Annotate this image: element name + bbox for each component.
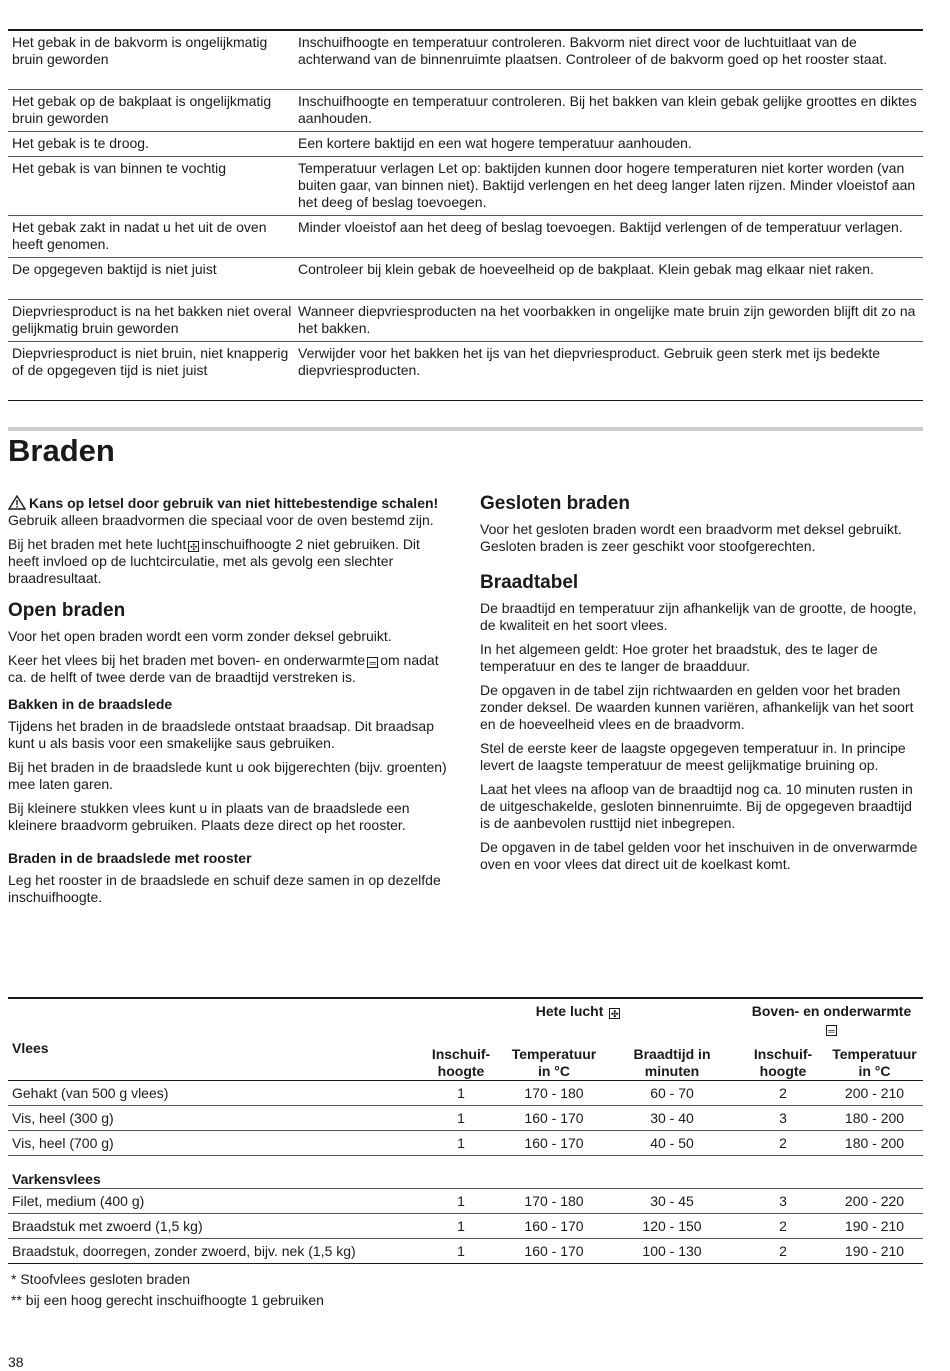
group-top-bottom bbox=[740, 998, 923, 1037]
braadtabel-p6: De opgaven in de tabel gelden voor het inschuiven in de onverwarmde oven en voor vlees dat direct uit de koelkast komt. bbox=[480, 839, 918, 872]
table-row bbox=[8, 1189, 923, 1214]
table-row bbox=[8, 1239, 923, 1264]
solution-cell: Inschuifhoogte en temperatuur controleren. Bij het bakken van klein gebak gelijke groottes en diktes aanhouden. bbox=[298, 93, 917, 126]
level-cell-2: 2 bbox=[740, 1131, 826, 1156]
problem-cell: Het gebak is te droog. bbox=[12, 135, 149, 151]
temp-cell: 160 - 170 bbox=[504, 1106, 604, 1131]
top-bottom-heat-icon: ═ bbox=[367, 657, 378, 668]
top-bottom-heat-icon: ═ bbox=[826, 1025, 837, 1036]
problem-cell: Het gebak zakt in nadat u het uit de oven heeft genomen. bbox=[12, 219, 267, 252]
open-braden-heading: Open braden bbox=[8, 600, 126, 621]
warning-icon bbox=[8, 495, 26, 510]
temp-cell-2: 190 - 210 bbox=[826, 1239, 923, 1264]
level-cell: 1 bbox=[418, 1106, 504, 1131]
table-row bbox=[8, 1214, 923, 1239]
col-temp-2: Temperatuur in °C bbox=[826, 1037, 923, 1081]
group-hot-air-label: Hete lucht bbox=[535, 1003, 604, 1019]
temp-cell: 160 - 170 bbox=[504, 1214, 604, 1239]
meat-cell: Gehakt (van 500 g vlees) bbox=[8, 1081, 418, 1106]
rooster-heading: Braden in de braadslede met rooster bbox=[8, 850, 252, 866]
problem-cell: Het gebak in de bakvorm is ongelijkmatig bruin geworden bbox=[12, 34, 268, 67]
open-braden-text-2: om nadat ca. de helft of twee derde van de braadtijd verstreken is. bbox=[8, 652, 439, 685]
time-cell: 40 - 50 bbox=[604, 1131, 740, 1156]
table-row bbox=[8, 31, 923, 90]
warning-text: Gebruik alleen braadvormen die speciaal voor de oven bestemd zijn. bbox=[8, 512, 434, 528]
warning bbox=[8, 495, 453, 512]
temp-cell-2: 200 - 220 bbox=[826, 1189, 923, 1214]
meat-cell: Braadstuk met zwoerd (1,5 kg) bbox=[8, 1214, 418, 1239]
table-row bbox=[8, 216, 923, 258]
table-row bbox=[8, 132, 923, 157]
level-cell: 1 bbox=[418, 1239, 504, 1264]
problem-cell: Diepvriesproduct is niet bruin, niet knapperig of de opgegeven tijd is niet juist bbox=[12, 345, 289, 378]
problem-cell: Het gebak is van binnen te vochtig bbox=[12, 160, 227, 176]
table-row bbox=[8, 157, 923, 216]
time-cell: 120 - 150 bbox=[604, 1214, 740, 1239]
braadtabel-p5: Laat het vlees na afloop van de braadtijd nog ca. 10 minuten rusten in de uitgeschakelde, gesloten binnenruimte. Bij de opgegeven braadtijd is de aanbevolen rusttijd niet inbegrepen. bbox=[480, 781, 913, 831]
problem-cell: Diepvriesproduct is na het bakken niet overal gelijkmatig bruin geworden bbox=[12, 303, 292, 336]
level-cell: 1 bbox=[418, 1189, 504, 1214]
hot-air-text-2: inschuifhoogte 2 niet gebruiken. Dit heeft invloed op de luchtcirculatie, met als gevolg een slechter braadresultaat. bbox=[8, 536, 420, 586]
open-braden-p2 bbox=[8, 652, 453, 686]
table-row bbox=[8, 90, 923, 132]
roast-table bbox=[8, 997, 923, 1264]
table-row bbox=[8, 300, 923, 342]
solution-cell: Wanneer diepvriesproducten na het voorbakken in ongelijke mate bruin zijn geworden blijft dit zo na het bakken. bbox=[298, 303, 916, 336]
braadtabel-p2: In het algemeen geldt: Hoe groter het braadstuk, des te lager de temperatuur en des te langer de braadduur. bbox=[480, 641, 878, 674]
braadslede-p3: Bij kleinere stukken vlees kunt u in plaats van de braadslede een kleinere braadvorm gebruiken. Plaats deze direct op het rooster. bbox=[8, 800, 410, 833]
level-cell-2: 3 bbox=[740, 1106, 826, 1131]
table-header bbox=[8, 1037, 923, 1081]
level-cell-2: 3 bbox=[740, 1189, 826, 1214]
table-row bbox=[8, 258, 923, 300]
solution-cell: Een kortere baktijd en een wat hogere temperatuur aanhouden. bbox=[298, 135, 692, 151]
section-divider bbox=[8, 427, 923, 431]
time-cell: 100 - 130 bbox=[604, 1239, 740, 1264]
page-title: Braden bbox=[8, 433, 115, 468]
table-group-header bbox=[8, 998, 923, 1037]
gesloten-braden-heading: Gesloten braden bbox=[480, 493, 630, 514]
braadtabel-p1: De braadtijd en temperatuur zijn afhankelijk van de grootte, de hoogte, de kwaliteit en het soort vlees. bbox=[480, 600, 917, 633]
warning-title: Kans op letsel door gebruik van niet hittebestendige schalen! bbox=[29, 495, 439, 511]
level-cell: 1 bbox=[418, 1081, 504, 1106]
footnote-1: * Stoofvlees gesloten braden bbox=[11, 1271, 191, 1287]
braadtabel-heading: Braadtabel bbox=[480, 572, 579, 593]
col-level-2: Inschuif- hoogte bbox=[740, 1037, 826, 1081]
temp-cell: 170 - 180 bbox=[504, 1189, 604, 1214]
braadslede-heading: Bakken in de braadslede bbox=[8, 696, 173, 712]
meat-cell: Filet, medium (400 g) bbox=[8, 1189, 418, 1214]
temp-cell-2: 180 - 200 bbox=[826, 1131, 923, 1156]
temp-cell-2: 200 - 210 bbox=[826, 1081, 923, 1106]
time-cell: 60 - 70 bbox=[604, 1081, 740, 1106]
level-cell-2: 2 bbox=[740, 1214, 826, 1239]
footnote-2: ** bij een hoog gerecht inschuifhoogte 1 gebruiken bbox=[11, 1292, 324, 1308]
level-cell: 1 bbox=[418, 1214, 504, 1239]
hot-air-icon: ✣ bbox=[189, 542, 198, 552]
meat-cell: Braadstuk, doorregen, zonder zwoerd, bijv. nek (1,5 kg) bbox=[8, 1239, 418, 1264]
meat-cell: Vis, heel (300 g) bbox=[8, 1106, 418, 1131]
table-row bbox=[8, 1106, 923, 1131]
solution-cell: Verwijder voor het bakken het ijs van het diepvriesproduct. Gebruik geen sterk met ijs bedekte diepvriesproducten. bbox=[298, 345, 881, 378]
gesloten-braden-p1: Voor het gesloten braden wordt een braadvorm met deksel gebruikt. Gesloten braden is zeer geschikt voor stoofgerechten. bbox=[480, 521, 902, 554]
table-row bbox=[8, 1131, 923, 1156]
section-label: Varkensvlees bbox=[8, 1156, 923, 1189]
meat-cell: Vis, heel (700 g) bbox=[8, 1131, 418, 1156]
col-meat: Vlees bbox=[8, 1037, 418, 1081]
level-cell-2: 2 bbox=[740, 1081, 826, 1106]
hot-air-icon: ✣ bbox=[611, 1009, 619, 1019]
open-braden-p1: Voor het open braden wordt een vorm zonder deksel gebruikt. bbox=[8, 628, 392, 644]
braadtabel-p4: Stel de eerste keer de laagste opgegeven temperatuur in. In principe levert de laagste temperatuur de meest gelijkmatige bruining op. bbox=[480, 740, 906, 773]
braadslede-p2: Bij het braden in de braadslede kunt u ook bijgerechten (bijv. groenten) mee laten garen. bbox=[8, 759, 447, 792]
table-row bbox=[8, 1081, 923, 1106]
solution-cell: Controleer bij klein gebak de hoeveelheid op de bakplaat. Klein gebak mag elkaar niet raken. bbox=[298, 261, 874, 277]
rooster-p1: Leg het rooster in de braadslede en schuif deze samen in op dezelfde inschuifhoogte. bbox=[8, 872, 441, 905]
table-section-row bbox=[8, 1156, 923, 1189]
problem-cell: De opgegeven baktijd is niet juist bbox=[12, 261, 217, 277]
problem-cell: Het gebak op de bakplaat is ongelijkmatig bruin geworden bbox=[12, 93, 272, 126]
open-braden-text: Keer het vlees bij het braden met boven- en onderwarmte bbox=[8, 652, 366, 668]
troubleshooting-table bbox=[8, 29, 923, 401]
col-time: Braadtijd in minuten bbox=[604, 1037, 740, 1081]
time-cell: 30 - 45 bbox=[604, 1189, 740, 1214]
level-cell: 1 bbox=[418, 1131, 504, 1156]
level-cell-2: 2 bbox=[740, 1239, 826, 1264]
temp-cell: 160 - 170 bbox=[504, 1131, 604, 1156]
solution-cell: Minder vloeistof aan het deeg of beslag toevoegen. Baktijd verlengen of de temperatuur verlagen. bbox=[298, 219, 903, 235]
group-hot-air bbox=[418, 998, 740, 1037]
temp-cell: 170 - 180 bbox=[504, 1081, 604, 1106]
table-row bbox=[8, 342, 923, 400]
temp-cell-2: 190 - 210 bbox=[826, 1214, 923, 1239]
group-top-bottom-label: Boven- en onderwarmte bbox=[751, 1003, 912, 1019]
right-column bbox=[480, 480, 925, 880]
solution-cell: Inschuifhoogte en temperatuur controleren. Bakvorm niet direct voor de luchtuitlaat van de achterwand van de binnenruimte plaatsen. Controleer of de bakvorm goed op het rooster staat. bbox=[298, 34, 888, 67]
temp-cell-2: 180 - 200 bbox=[826, 1106, 923, 1131]
left-column bbox=[8, 495, 453, 913]
solution-cell: Temperatuur verlagen Let op: baktijden kunnen door hogere temperaturen niet korter worden (van buiten gaar, van binnen niet). Baktijd verlengen en het deeg langer laten rijzen. Minder vloeistof aan het deeg of beslag toevoegen. bbox=[298, 160, 916, 210]
hot-air-note bbox=[8, 536, 453, 587]
col-temp: Temperatuur in °C bbox=[504, 1037, 604, 1081]
time-cell: 30 - 40 bbox=[604, 1106, 740, 1131]
braadslede-p1: Tijdens het braden in de braadslede ontstaat braadsap. Dit braadsap kunt u als basis voor een smakelijke saus gebruiken. bbox=[8, 718, 434, 751]
braadtabel-p3: De opgaven in de tabel zijn richtwaarden en gelden voor het braden zonder deksel. De waarden kunnen variëren, afhankelijk van het soort en de hoeveelheid vlees en de braadvorm. bbox=[480, 682, 914, 732]
temp-cell: 160 - 170 bbox=[504, 1239, 604, 1264]
col-level: Inschuif- hoogte bbox=[418, 1037, 504, 1081]
hot-air-text: Bij het braden met hete lucht bbox=[8, 536, 187, 552]
page-number: 38 bbox=[8, 1354, 24, 1370]
